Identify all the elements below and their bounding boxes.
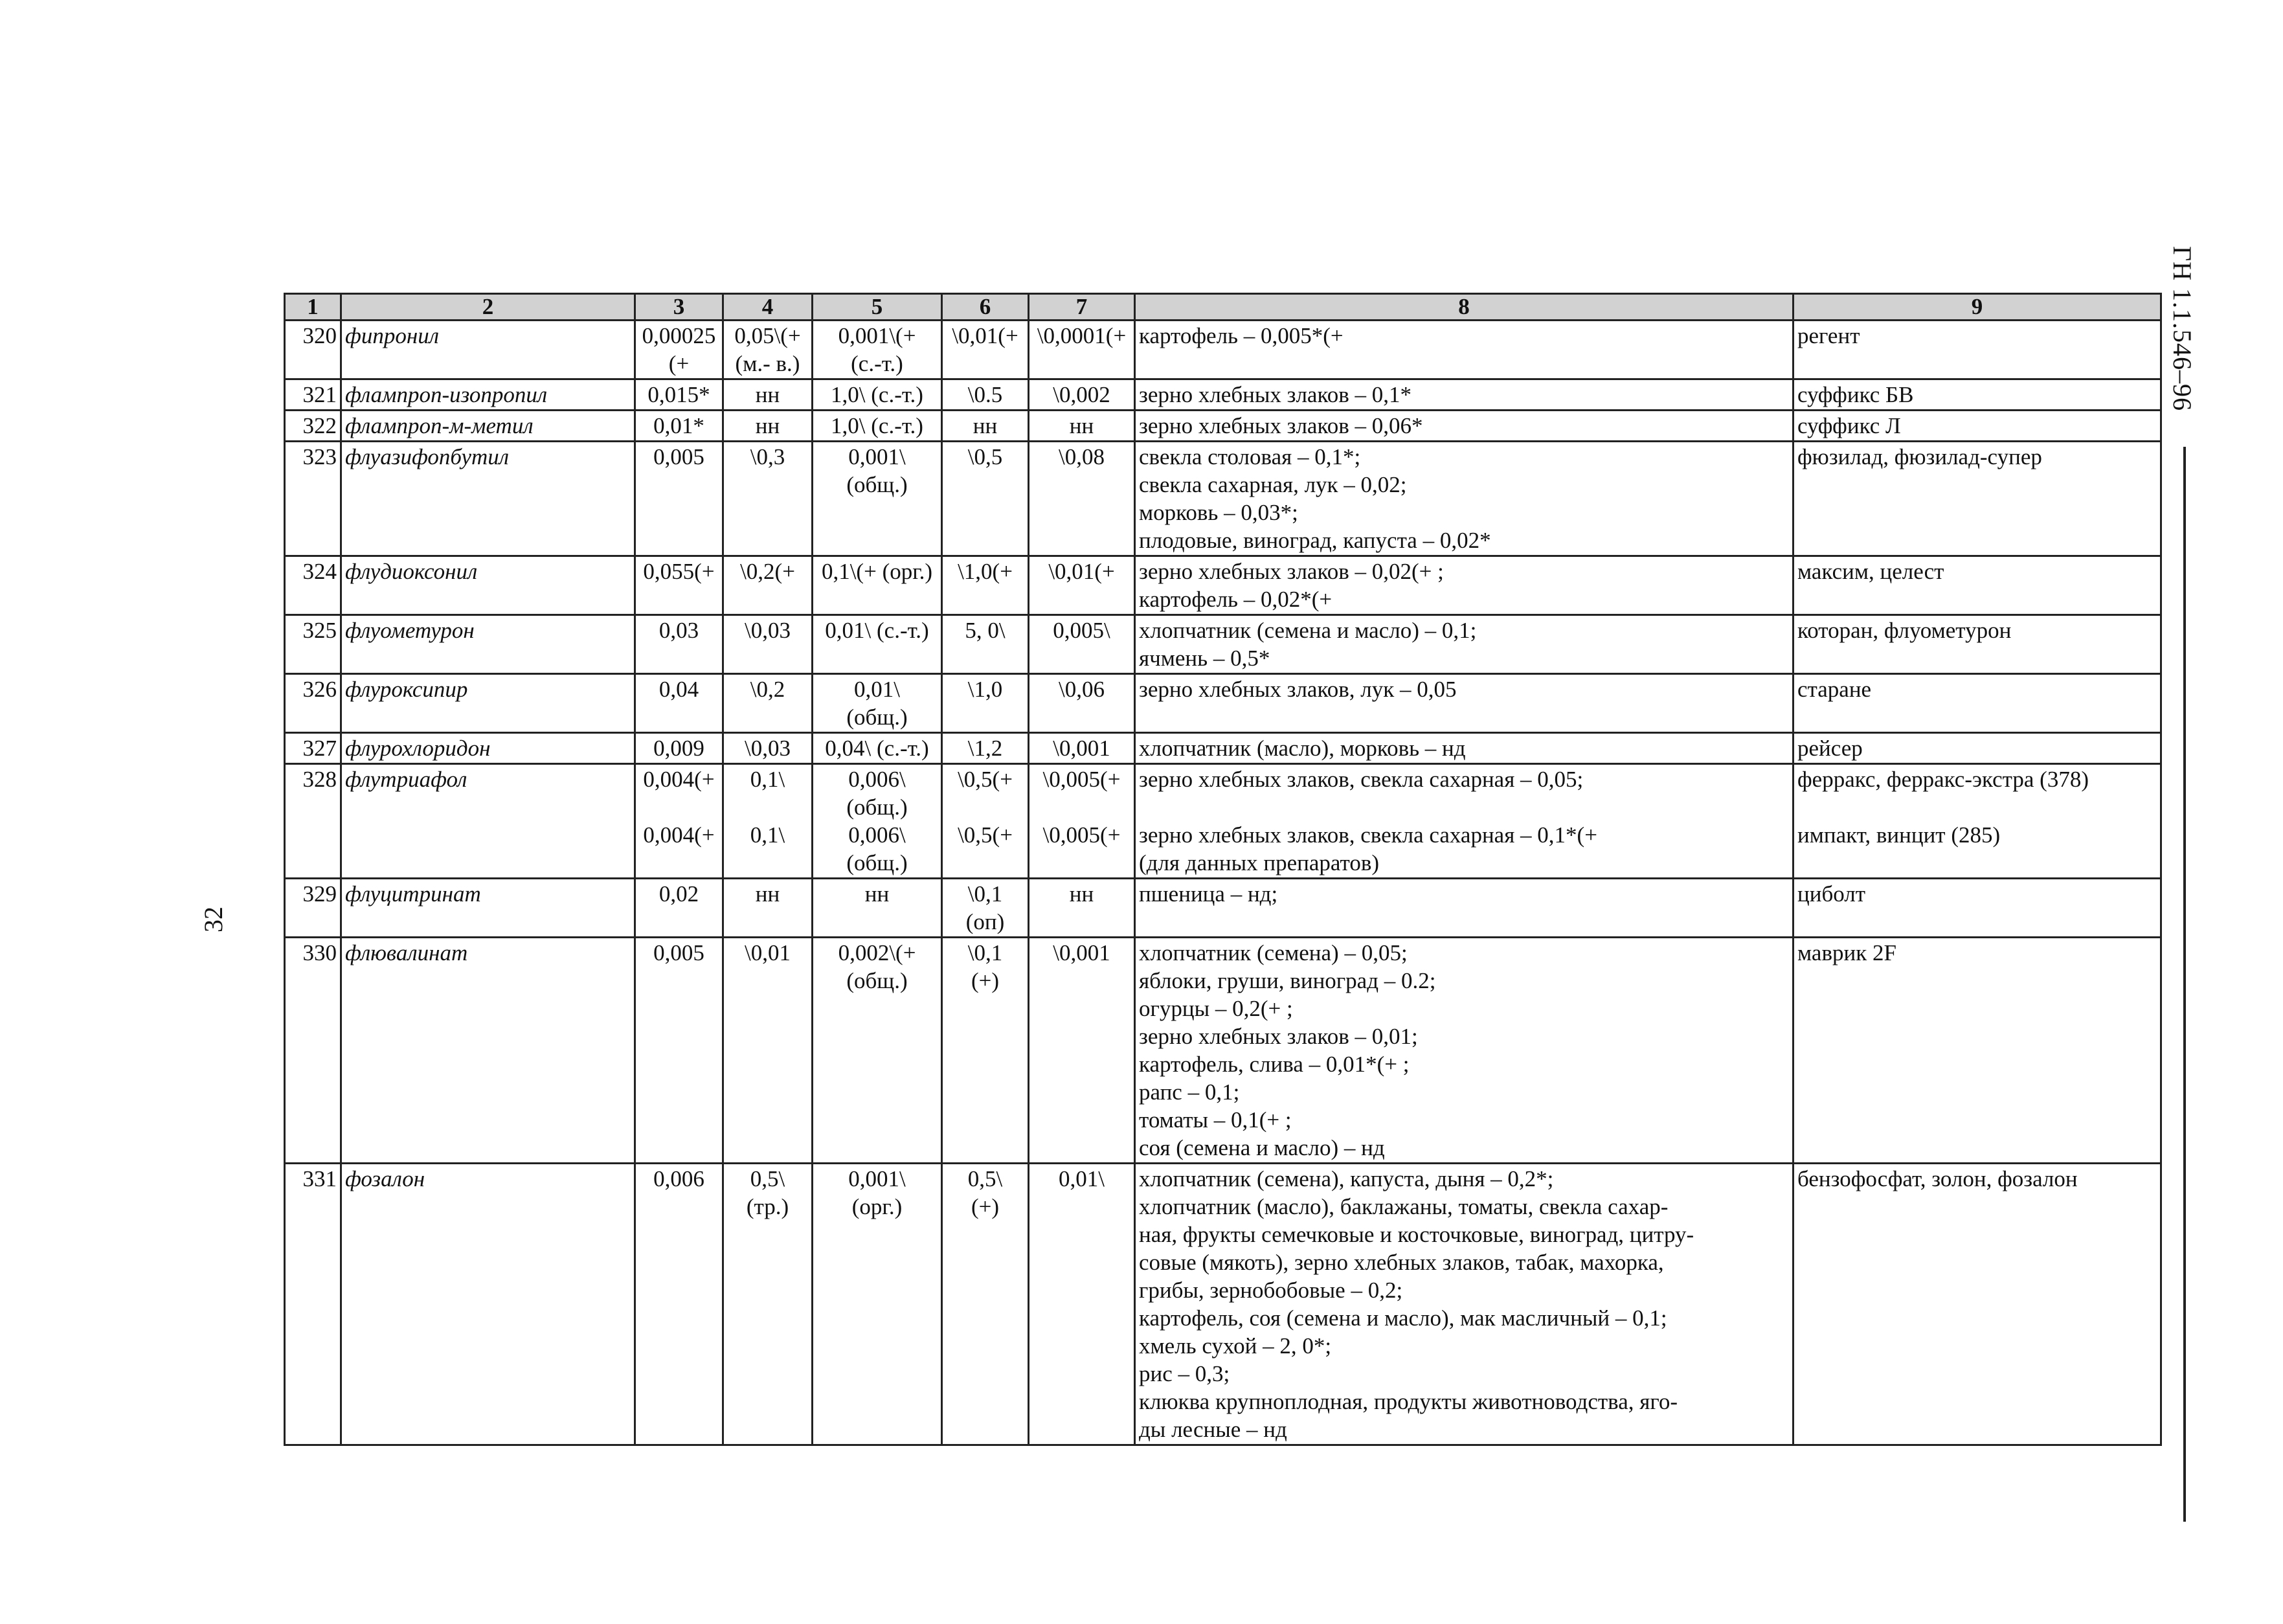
cell-line: маврик 2F: [1797, 940, 1896, 965]
cell-line: грибы, зернобобовые – 0,2;: [1139, 1278, 1403, 1303]
cell-line: \1,2: [967, 736, 1003, 761]
crop-limits-cell: [1135, 379, 1794, 411]
cell-line: 0,04: [658, 677, 699, 702]
row-number-cell: 323: [285, 442, 341, 556]
cell-line: хлопчатник (семена и масло) – 0,1;: [1139, 618, 1477, 643]
cell-line: 0,01\ (с.-т.): [825, 618, 929, 643]
col5-cell: [813, 615, 942, 674]
col4-cell: [723, 556, 813, 615]
cell-line: (м.- в.): [735, 351, 800, 376]
cell-line: огурцы – 0,2(+ ;: [1139, 996, 1293, 1021]
cell-line: ная, фрукты семечковые и косточковые, виноград, цитру-: [1139, 1222, 1694, 1247]
col4-cell: [723, 764, 813, 879]
col6-cell: [942, 321, 1029, 379]
cell-line: рейсер: [1797, 736, 1863, 761]
crop-limits-cell: [1135, 411, 1794, 442]
col6-cell: [942, 733, 1029, 764]
cell-line: \0,3: [750, 444, 785, 469]
row-number-cell: 325: [285, 615, 341, 674]
table-row: [285, 321, 2161, 379]
cell-line: 0,006\: [848, 822, 906, 848]
col6-cell: [942, 764, 1029, 879]
cell-line: нн: [755, 413, 780, 438]
col4-cell: [723, 442, 813, 556]
row-number-cell: 321: [285, 379, 341, 411]
cell-line: зерно хлебных злаков – 0,02(+ ;: [1139, 559, 1444, 584]
col3-cell: [635, 321, 723, 379]
substance-name-cell: флуроксипир: [341, 674, 635, 733]
substance-name-cell: флудиоксонил: [341, 556, 635, 615]
cell-line: зерно хлебных злаков – 0,01;: [1139, 1024, 1418, 1049]
col-header: 6: [942, 294, 1029, 321]
crop-limits-cell: [1135, 879, 1794, 938]
cell-line: 0,006\: [848, 767, 906, 792]
substance-name-cell: фипронил: [341, 321, 635, 379]
cell-line: 0,1\(+ (орг.): [821, 559, 933, 584]
cell-line: ячмень – 0,5*: [1139, 646, 1270, 671]
cell-line: пшеница – нд;: [1139, 881, 1278, 907]
cell-line: \0,03: [745, 618, 791, 643]
cell-line: \0.5: [967, 382, 1003, 407]
substance-name-cell: флуцитринат: [341, 879, 635, 938]
cell-line: нн: [755, 881, 780, 907]
cell-line: \0,2(+: [740, 559, 795, 584]
cell-line: 0,005: [653, 444, 704, 469]
cell-line: нн: [1069, 881, 1094, 907]
col6-cell: [942, 938, 1029, 1164]
crop-limits-cell: [1135, 615, 1794, 674]
row-number-cell: 327: [285, 733, 341, 764]
cell-spacer: [1797, 793, 2157, 821]
col-header: 2: [341, 294, 635, 321]
cell-line: циболт: [1797, 881, 1866, 907]
trade-names-cell: [1794, 764, 2161, 879]
table-row: [285, 379, 2161, 411]
cell-line: 0,004(+: [643, 822, 715, 848]
cell-line: \0,2: [750, 677, 785, 702]
cell-line: зерно хлебных злаков – 0,06*: [1139, 413, 1423, 438]
cell-line: томаты – 0,1(+ ;: [1139, 1107, 1292, 1133]
col4-cell: [723, 1164, 813, 1445]
col6-cell: [942, 615, 1029, 674]
trade-names-cell: [1794, 733, 2161, 764]
cell-line: зерно хлебных злаков – 0,1*: [1139, 382, 1411, 407]
cell-line: морковь – 0,03*;: [1139, 500, 1298, 525]
trade-names-cell: [1794, 674, 2161, 733]
col3-cell: [635, 674, 723, 733]
col6-cell: [942, 379, 1029, 411]
col3-cell: [635, 879, 723, 938]
substance-name-cell: флуазифопбутил: [341, 442, 635, 556]
cell-line: которан, флуометурон: [1797, 618, 2012, 643]
cell-line: (для данных препаратов): [1139, 850, 1380, 875]
cell-line: картофель, соя (семена и масло), мак масличный – 0,1;: [1139, 1305, 1667, 1331]
table-row: [285, 411, 2161, 442]
trade-names-cell: [1794, 411, 2161, 442]
row-number-cell: 329: [285, 879, 341, 938]
col7-cell: [1029, 442, 1135, 556]
cell-line: свекла столовая – 0,1*;: [1139, 444, 1361, 469]
cell-line: (общ.): [846, 705, 908, 730]
col3-cell: [635, 556, 723, 615]
trade-names-cell: [1794, 556, 2161, 615]
col6-cell: [942, 442, 1029, 556]
cell-line: 0,001\: [848, 1166, 906, 1191]
col3-cell: [635, 411, 723, 442]
cell-line: хлопчатник (семена) – 0,05;: [1139, 940, 1408, 965]
cell-line: (общ.): [846, 850, 908, 875]
row-number-cell: 324: [285, 556, 341, 615]
substance-name-cell: флампроп-м-метил: [341, 411, 635, 442]
cell-line: \0,005(+: [1042, 822, 1121, 848]
cell-line: \0,002: [1053, 382, 1110, 407]
col3-cell: [635, 938, 723, 1164]
cell-line: \0,5: [967, 444, 1003, 469]
crop-limits-cell: [1135, 938, 1794, 1164]
row-number-cell: 330: [285, 938, 341, 1164]
cell-line: 0,009: [653, 736, 704, 761]
trade-names-cell: [1794, 379, 2161, 411]
header-row: [285, 294, 2161, 321]
col4-cell: [723, 615, 813, 674]
cell-line: (общ.): [846, 472, 908, 497]
cell-line: максим, целест: [1797, 559, 1944, 584]
crop-limits-cell: [1135, 674, 1794, 733]
cell-line: 0,001\: [848, 444, 906, 469]
col7-cell: [1029, 764, 1135, 879]
col4-cell: [723, 674, 813, 733]
cell-line: 5, 0\: [965, 618, 1006, 643]
col6-cell: [942, 411, 1029, 442]
cell-line: (оп): [965, 909, 1005, 934]
cell-line: 0,002\(+: [838, 940, 916, 965]
col3-cell: [635, 615, 723, 674]
cell-line: 0,04\ (с.-т.): [825, 736, 929, 761]
cell-line: ферракс, ферракс-экстра (378): [1797, 767, 2089, 792]
col-header: 5: [813, 294, 942, 321]
col5-cell: [813, 733, 942, 764]
cell-line: 1,0\ (с.-т.): [831, 413, 923, 438]
cell-line: зерно хлебных злаков, свекла сахарная – 0,05;: [1139, 767, 1584, 792]
row-number-cell: 322: [285, 411, 341, 442]
cell-line: 0,00025: [642, 323, 716, 348]
crop-limits-cell: [1135, 1164, 1794, 1445]
cell-line: 0,5\: [967, 1166, 1003, 1191]
cell-line: нн: [1069, 413, 1094, 438]
col-header: 7: [1029, 294, 1135, 321]
cell-line: яблоки, груши, виноград – 0.2;: [1139, 968, 1436, 993]
cell-line: хлопчатник (семена), капуста, дыня – 0,2*;: [1139, 1166, 1554, 1191]
substance-name-cell: флуометурон: [341, 615, 635, 674]
cell-line: 0,01\: [1059, 1166, 1105, 1191]
crop-limits-cell: [1135, 556, 1794, 615]
col-header: 3: [635, 294, 723, 321]
cell-line: 0,1\: [750, 822, 785, 848]
cell-line: (тр.): [746, 1194, 789, 1219]
table-row: [285, 442, 2161, 556]
cell-line: (орг.): [851, 1194, 903, 1219]
cell-line: (+): [971, 968, 1000, 993]
cell-line: 1,0\ (с.-т.): [831, 382, 923, 407]
col5-cell: [813, 674, 942, 733]
substance-name-cell: флутриафол: [341, 764, 635, 879]
cell-line: 0,015*: [647, 382, 710, 407]
cell-line: импакт, винцит (285): [1797, 822, 2001, 848]
col3-cell: [635, 733, 723, 764]
substance-name-cell: флювалинат: [341, 938, 635, 1164]
cell-line: \0,01: [745, 940, 791, 965]
cell-line: регент: [1797, 323, 1860, 348]
cell-line: старане: [1797, 677, 1872, 702]
cell-line: фюзилад, фюзилад-супер: [1797, 444, 2042, 469]
cell-line: \0,01(+: [952, 323, 1018, 348]
crop-limits-cell: [1135, 764, 1794, 879]
cell-line: 0,001\(+: [838, 323, 916, 348]
cell-line: \0,08: [1059, 444, 1105, 469]
cell-line: совые (мякоть), зерно хлебных злаков, табак, махорка,: [1139, 1250, 1664, 1275]
substance-name-cell: флампроп-изопропил: [341, 379, 635, 411]
margin-rule: [2183, 447, 2186, 1522]
col4-cell: [723, 321, 813, 379]
cell-line: зерно хлебных злаков, свекла сахарная – 0,1*(+: [1139, 822, 1597, 848]
row-number-cell: 326: [285, 674, 341, 733]
col4-cell: [723, 411, 813, 442]
col6-cell: [942, 879, 1029, 938]
col6-cell: [942, 674, 1029, 733]
table-row: [285, 938, 2161, 1164]
cell-line: \0,001: [1053, 736, 1110, 761]
col7-cell: [1029, 379, 1135, 411]
cell-line: нн: [973, 413, 998, 438]
cell-line: рапс – 0,1;: [1139, 1079, 1240, 1105]
cell-line: \0,0001(+: [1037, 323, 1127, 348]
col7-cell: [1029, 556, 1135, 615]
cell-line: суффикс Л: [1797, 413, 1901, 438]
col-header: 1: [285, 294, 341, 321]
cell-spacer: [639, 793, 719, 821]
trade-names-cell: [1794, 1164, 2161, 1445]
cell-line: 0,03: [658, 618, 699, 643]
table-row: [285, 556, 2161, 615]
cell-line: (общ.): [846, 795, 908, 820]
table-row: [285, 1164, 2161, 1445]
cell-line: клюква крупноплодная, продукты животноводства, яго-: [1139, 1389, 1678, 1414]
col4-cell: [723, 938, 813, 1164]
substance-name-cell: флурохлоридон: [341, 733, 635, 764]
col6-cell: [942, 556, 1029, 615]
cell-line: \0,005(+: [1042, 767, 1121, 792]
cell-line: (с.-т.): [851, 351, 903, 376]
col4-cell: [723, 379, 813, 411]
col3-cell: [635, 764, 723, 879]
crop-limits-cell: [1135, 321, 1794, 379]
cell-line: 0,05\(+: [734, 323, 801, 348]
cell-spacer: [1033, 793, 1130, 821]
col3-cell: [635, 1164, 723, 1445]
trade-names-cell: [1794, 442, 2161, 556]
col6-cell: [942, 1164, 1029, 1445]
cell-line: \0,01(+: [1048, 559, 1115, 584]
cell-line: хлопчатник (масло), морковь – нд: [1139, 736, 1466, 761]
col7-cell: [1029, 938, 1135, 1164]
cell-line: нн: [864, 881, 890, 907]
table-row: [285, 879, 2161, 938]
cell-line: картофель – 0,02*(+: [1139, 587, 1333, 612]
cell-line: 0,1\: [750, 767, 785, 792]
cell-line: 0,01*: [653, 413, 704, 438]
cell-line: 0,5\: [750, 1166, 785, 1191]
cell-line: зерно хлебных злаков, лук – 0,05: [1139, 677, 1457, 702]
cell-line: (+: [668, 351, 690, 376]
trade-names-cell: [1794, 321, 2161, 379]
col5-cell: [813, 879, 942, 938]
trade-names-cell: [1794, 938, 2161, 1164]
col7-cell: [1029, 674, 1135, 733]
cell-line: (+): [971, 1194, 1000, 1219]
table-row: [285, 764, 2161, 879]
col-header: 4: [723, 294, 813, 321]
col3-cell: [635, 379, 723, 411]
col7-cell: [1029, 879, 1135, 938]
page-number: 32: [199, 907, 228, 932]
cell-line: свекла сахарная, лук – 0,02;: [1139, 472, 1407, 497]
col3-cell: [635, 442, 723, 556]
cell-line: 0,02: [658, 881, 699, 907]
cell-line: суффикс БВ: [1797, 382, 1914, 407]
trade-names-cell: [1794, 879, 2161, 938]
cell-line: 0,004(+: [643, 767, 715, 792]
col5-cell: [813, 442, 942, 556]
col5-cell: [813, 321, 942, 379]
col5-cell: [813, 938, 942, 1164]
cell-line: \0,06: [1059, 677, 1105, 702]
table-body: [285, 294, 2161, 1445]
row-number-cell: 331: [285, 1164, 341, 1445]
col5-cell: [813, 379, 942, 411]
cell-line: соя (семена и масло) – нд: [1139, 1135, 1385, 1160]
row-number-cell: 320: [285, 321, 341, 379]
cell-line: 0,005: [653, 940, 704, 965]
trade-names-cell: [1794, 615, 2161, 674]
col5-cell: [813, 556, 942, 615]
col4-cell: [723, 733, 813, 764]
col5-cell: [813, 1164, 942, 1445]
cell-line: картофель, слива – 0,01*(+ ;: [1139, 1052, 1410, 1077]
table-row: [285, 674, 2161, 733]
cell-line: \1,0: [967, 677, 1003, 702]
row-number-cell: 328: [285, 764, 341, 879]
col5-cell: [813, 411, 942, 442]
table-row: [285, 615, 2161, 674]
cell-line: нн: [755, 382, 780, 407]
data-table: [284, 293, 2162, 1446]
cell-line: ды лесные – нд: [1139, 1417, 1287, 1442]
col4-cell: [723, 879, 813, 938]
col7-cell: [1029, 615, 1135, 674]
cell-spacer: [727, 793, 808, 821]
cell-line: \0,001: [1053, 940, 1110, 965]
cell-line: 0,01\: [854, 677, 900, 702]
cell-line: 0,006: [653, 1166, 704, 1191]
cell-line: бензофосфат, золон, фозалон: [1797, 1166, 2078, 1191]
col7-cell: [1029, 733, 1135, 764]
crop-limits-cell: [1135, 442, 1794, 556]
document-code: ГН 1.1.546–96: [2168, 246, 2197, 412]
col5-cell: [813, 764, 942, 879]
cell-line: \0,1: [967, 881, 1003, 907]
table-row: [285, 733, 2161, 764]
cell-line: 0,055(+: [643, 559, 715, 584]
cell-line: \0,5(+: [958, 767, 1013, 792]
col7-cell: [1029, 321, 1135, 379]
cell-line: \0,5(+: [958, 822, 1013, 848]
cell-spacer: [946, 793, 1024, 821]
cell-line: картофель – 0,005*(+: [1139, 323, 1344, 348]
cell-line: 0,005\: [1053, 618, 1110, 643]
cell-line: \1,0(+: [958, 559, 1013, 584]
cell-line: хмель сухой – 2, 0*;: [1139, 1333, 1332, 1359]
substance-name-cell: фозалон: [341, 1164, 635, 1445]
cell-line: плодовые, виноград, капуста – 0,02*: [1139, 528, 1491, 553]
col-header: 8: [1135, 294, 1794, 321]
col7-cell: [1029, 1164, 1135, 1445]
cell-spacer: [1139, 793, 1789, 821]
col7-cell: [1029, 411, 1135, 442]
cell-line: рис – 0,3;: [1139, 1361, 1230, 1386]
cell-line: \0,1: [967, 940, 1003, 965]
cell-line: (общ.): [846, 968, 908, 993]
col-header: 9: [1794, 294, 2161, 321]
cell-line: \0,03: [745, 736, 791, 761]
crop-limits-cell: [1135, 733, 1794, 764]
cell-line: хлопчатник (масло), баклажаны, томаты, свекла сахар-: [1139, 1194, 1669, 1219]
